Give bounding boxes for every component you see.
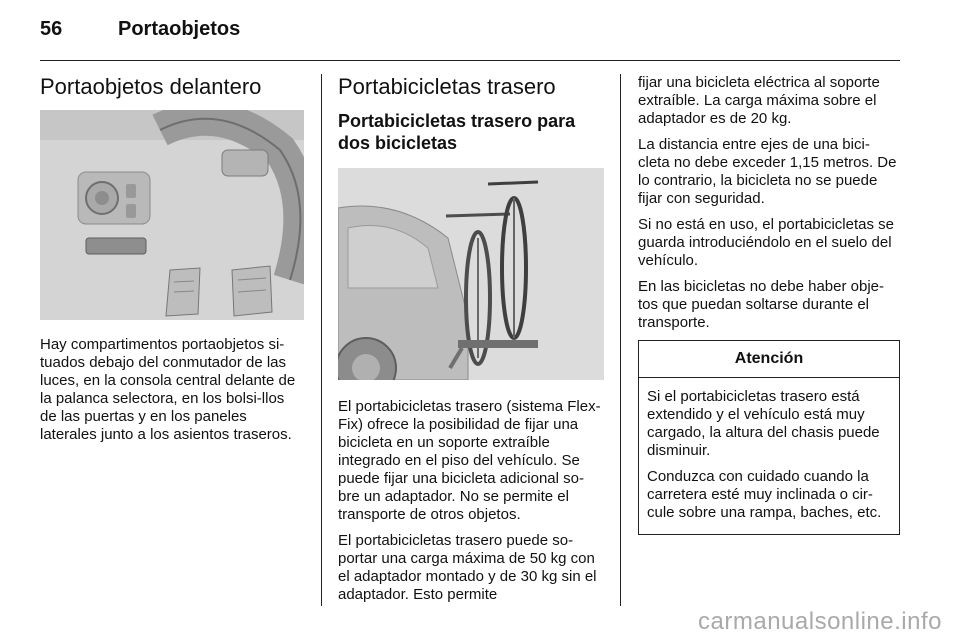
column-bike-carrier-continued: [638, 74, 900, 535]
warning-body: [639, 378, 899, 534]
bike-carrier-text-4: La distancia entre ejes de una bici-cleta no debe exceder 1,15 metros. De lo contrario, la bicicleta no se puede fijar con seguridad.: [638, 136, 897, 207]
bike-carrier-subheading: Portabicicletas trasero para dos bicicletas: [338, 111, 576, 153]
column-divider-2: [620, 74, 621, 606]
warning-heading: Atención: [639, 341, 899, 378]
page-number: 56: [40, 18, 63, 40]
dashboard-illustration-svg: [40, 110, 304, 320]
bike-carrier-text-1: El portabicicletas trasero (sistema Flex-Fix) ofrece la posibilidad de fijar una bicicleta en un soporte extraíble integrado en el piso del vehículo. Se puede fijar una bicicleta adicional so-bre un adaptador. No se permite el transporte de otros objetos.: [338, 398, 601, 523]
page-header: [40, 18, 900, 58]
bike-carrier-text-2: El portabicicletas trasero puede so-portar una carga máxima de 50 kg con el adaptador montado y de 30 kg sin el adaptador. Esto permite: [338, 532, 597, 603]
warning-text-1: Si el portabicicletas trasero está extendido y el vehículo está muy cargado, la altura del chasis puede disminuir.: [647, 388, 880, 459]
dashboard-storage-illustration: [40, 110, 304, 320]
watermark: carmanualsonline.info: [698, 608, 942, 635]
front-storage-text: Hay compartimentos portaobjetos si-tuados debajo del conmutador de las luces, en la consola central delante de la palanca selectora, en los bolsi-llos de las puertas y en los paneles laterales junto a los asientos traseros.: [40, 336, 296, 443]
bike-carrier-text-6: En las bicicletas no debe haber obje-tos que puedan soltarse durante el transporte.: [638, 278, 884, 331]
bike-carrier-text-5: Si no está en uso, el portabicicletas se guarda introduciéndolo en el suelo del vehículo.: [638, 216, 894, 269]
column-front-storage: [40, 74, 304, 452]
page-section-title: Portaobjetos: [118, 18, 241, 40]
column-divider-1: [321, 74, 322, 606]
column-bike-carrier: [338, 74, 604, 612]
front-storage-heading: Portaobjetos delantero: [40, 74, 262, 99]
bike-carrier-illustration-svg: [338, 168, 604, 380]
bike-carrier-heading: Portabicicletas trasero: [338, 74, 556, 99]
warning-text-2: Conduzca con cuidado cuando la carretera esté muy inclinada o cir-cule sobre una rampa, baches, etc.: [647, 468, 882, 521]
bike-carrier-text-3: fijar una bicicleta eléctrica al soporte extraíble. La carga máxima sobre el adaptador es de 20 kg.: [638, 74, 880, 127]
rear-bike-carrier-illustration: [338, 168, 604, 380]
warning-box: [638, 340, 900, 535]
header-divider: [40, 60, 900, 61]
